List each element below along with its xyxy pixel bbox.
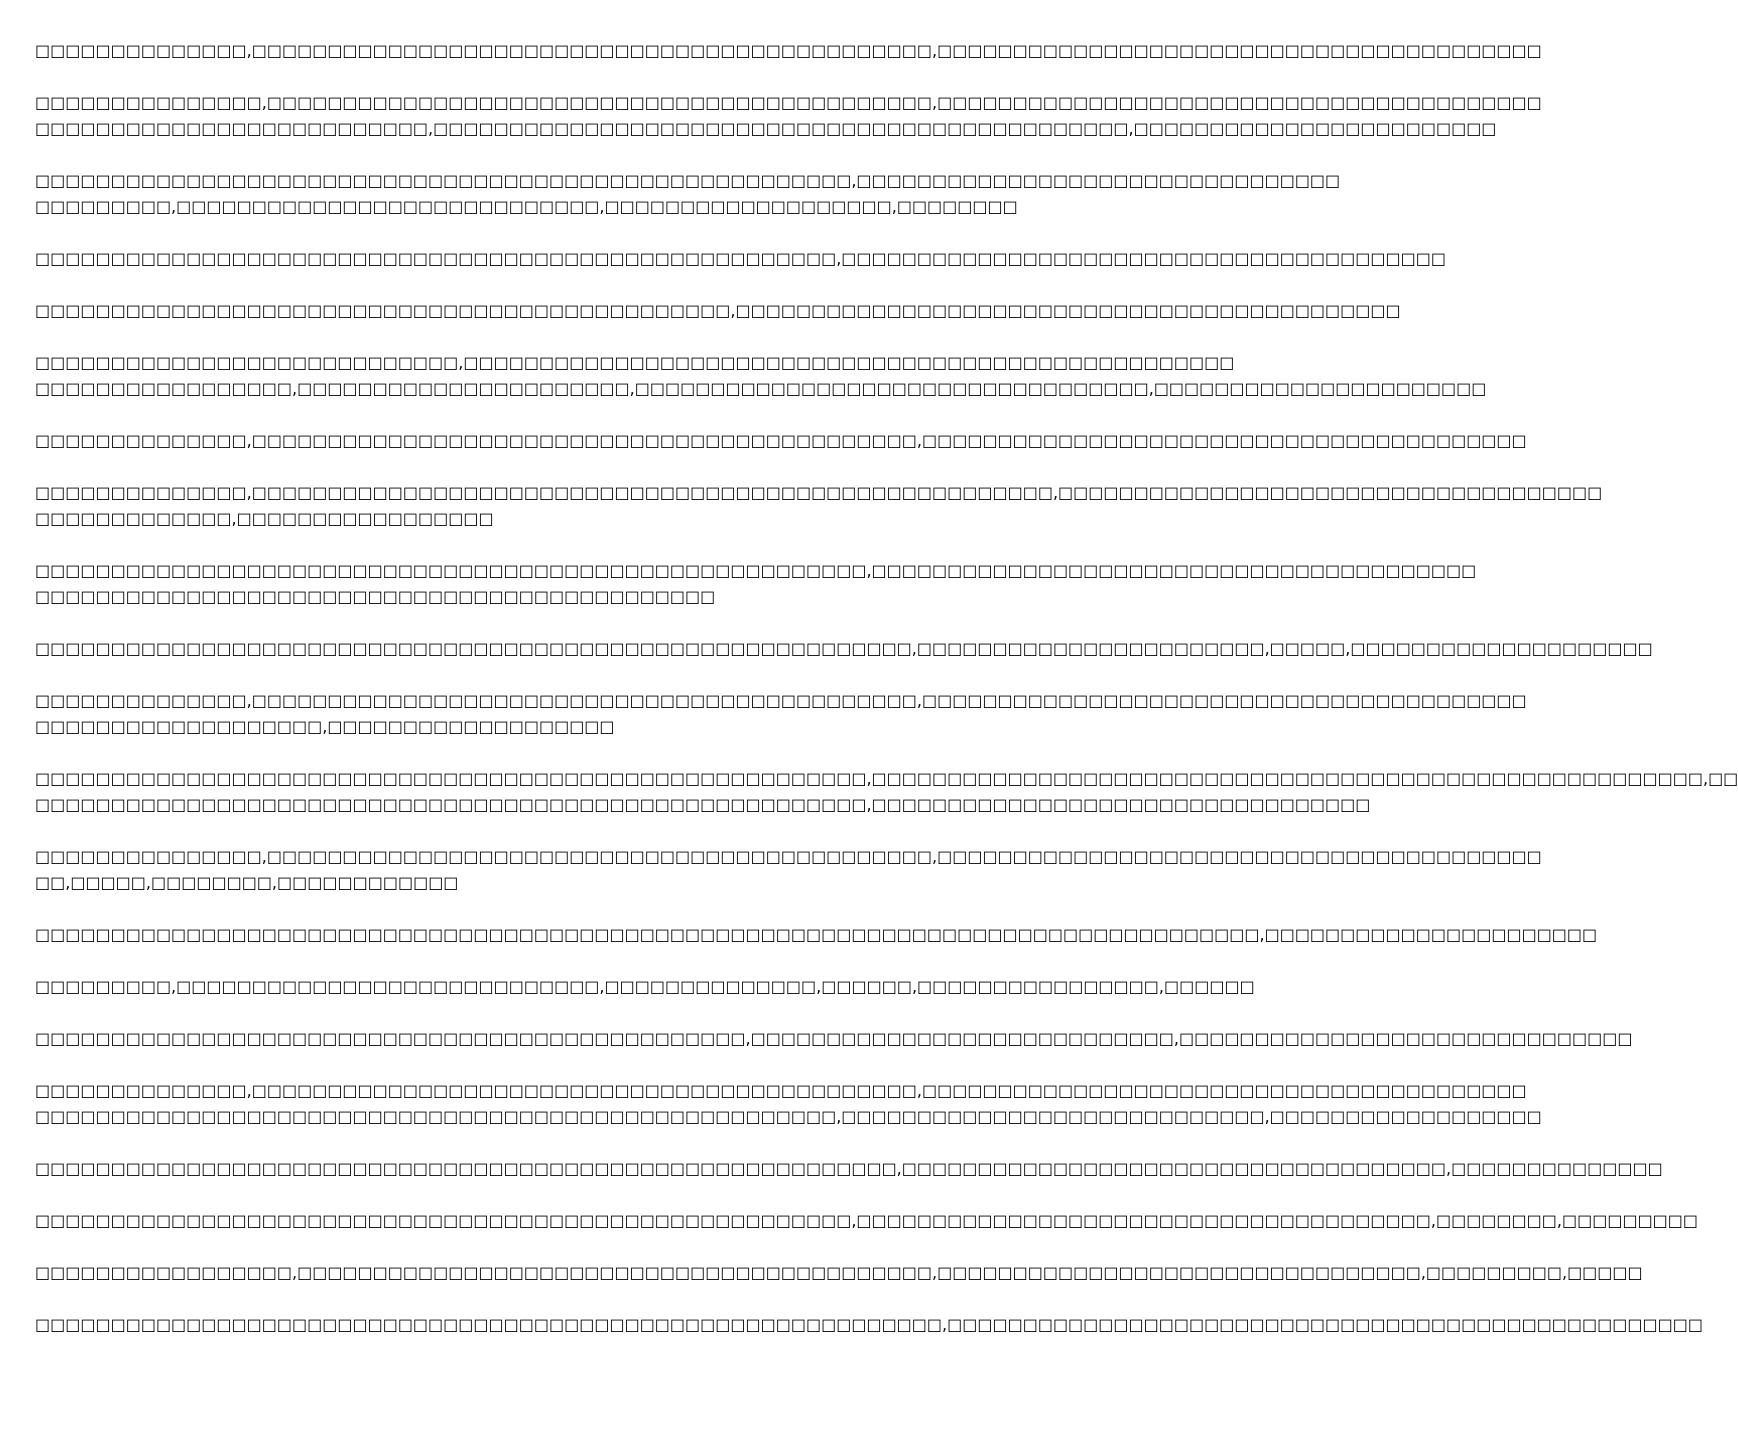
paragraph-6: □□□□□□□□□□□□□□□□□□□□□□□□□□□□,□□□□□□□□□□□□□□□□□□□□□□□□□□□□□□□□□□□□□□□□□□□□□□□□□□□ □□□□□□□□□□□□□□□□□,□□□□□□□□□□□□□□□□□□□□□□,□□□□□□□□□□□□□□□□□□□□□□□□□□□□□□□□□□,□□□□□□□□□□□□□□□□□□□□□□ (35, 353, 1487, 398)
paragraph-14: □□□□□□□□□□□□□□□□□□□□□□□□□□□□□□□□□□□□□□□□□□□□□□□□□□□□□□□□□□□□□□□□□□□□□□□□□□□□□□□□□,□□□□□□□□□□□□□□□□□□□□□□ (35, 925, 1598, 944)
paragraph-8: □□□□□□□□□□□□□□,□□□□□□□□□□□□□□□□□□□□□□□□□□□□□□□□□□□□□□□□□□□□□□□□□□□□□,□□□□□□□□□□□□□□□□□□□□□□□□□□□□□□□□□□□□ □□□□□□□□□□□□□,□□□□□□□□□□□□□□□□□ (35, 483, 1603, 528)
paragraph-18: □□□□□□□□□□□□□□□□□□□□□□□□□□□□□□□□□□□□□□□□□□□□□□□□□□□□□□□□□,□□□□□□□□□□□□□□□□□□□□□□□□□□□□□□□□□□□□,□□□□□□□□□□□□□□ (35, 1159, 1663, 1178)
paragraph-20: □□□□□□□□□□□□□□□□□,□□□□□□□□□□□□□□□□□□□□□□□□□□□□□□□□□□□□□□□□□□,□□□□□□□□□□□□□□□□□□□□□□□□□□□□□□□□,□□□□□□□□□,□□□□□ (35, 1263, 1643, 1282)
paragraph-15: □□□□□□□□□,□□□□□□□□□□□□□□□□□□□□□□□□□□□□,□□□□□□□□□□□□□□,□□□□□□,□□□□□□□□□□□□□□□□,□□□□□□ (35, 977, 1255, 996)
paragraph-9: □□□□□□□□□□□□□□□□□□□□□□□□□□□□□□□□□□□□□□□□□□□□□□□□□□□□□□□,□□□□□□□□□□□□□□□□□□□□□□□□□□□□□□□□□□□□□□□□ □□□□□□□□□□□□□□□□□□□□□□□□□□□□□□□□□□□□□□□□□□□□□ (35, 561, 1477, 606)
paragraph-21: □□□□□□□□□□□□□□□□□□□□□□□□□□□□□□□□□□□□□□□□□□□□□□□□□□□□□□□□□□□□,□□□□□□□□□□□□□□□□□□□□□□□□□□□□□□□□□□□□□□□□□□□□□□□□□□ (35, 1315, 1703, 1334)
paragraph-19: □□□□□□□□□□□□□□□□□□□□□□□□□□□□□□□□□□□□□□□□□□□□□□□□□□□□□□,□□□□□□□□□□□□□□□□□□□□□□□□□□□□□□□□□□□□□□,□□□□□□□□,□□□□□□□□□ (35, 1211, 1699, 1230)
paragraph-5: □□□□□□□□□□□□□□□□□□□□□□□□□□□□□□□□□□□□□□□□□□□□□□,□□□□□□□□□□□□□□□□□□□□□□□□□□□□□□□□□□□□□□□□□□□□ (35, 301, 1401, 320)
document-page (35, 38, 1738, 1338)
paragraph-17: □□□□□□□□□□□□□□,□□□□□□□□□□□□□□□□□□□□□□□□□□□□□□□□□□□□□□□□□□□□,□□□□□□□□□□□□□□□□□□□□□□□□□□□□□□□□□□□□□□□□ □□□□□□□□□□□□□□□□□□□□□□□□□□□□□□□□□□□□□□□□□□□□□□□□□□□□□,□□□□□□□□□□□□□□□□□□□□□□□□□□□□,□□□□□□□□□□□□□□□□□□ (35, 1081, 1542, 1126)
paragraph-16: □□□□□□□□□□□□□□□□□□□□□□□□□□□□□□□□□□□□□□□□□□□□□□□,□□□□□□□□□□□□□□□□□□□□□□□□□□□□,□□□□□□□□□□□□□□□□□□□□□□□□□□□□□□ (35, 1029, 1633, 1048)
paragraph-1: □□□□□□□□□□□□□□,□□□□□□□□□□□□□□□□□□□□□□□□□□□□□□□□□□□□□□□□□□□□□,□□□□□□□□□□□□□□□□□□□□□□□□□□□□□□□□□□□□□□□□ (35, 41, 1542, 60)
paragraph-10: □□□□□□□□□□□□□□□□□□□□□□□□□□□□□□□□□□□□□□□□□□□□□□□□□□□□□□□□□□,□□□□□□□□□□□□□□□□□□□□□□□,□□□□□,□□□□□□□□□□□□□□□□□□□□ (35, 639, 1653, 658)
paragraph-3: □□□□□□□□□□□□□□□□□□□□□□□□□□□□□□□□□□□□□□□□□□□□□□□□□□□□□□,□□□□□□□□□□□□□□□□□□□□□□□□□□□□□□□□ □□□□□□□□□,□□□□□□□□□□□□□□□□□□□□□□□□□□□□,□□□□□□□□□□□□□□□□□□□,□□□□□□□□ (35, 171, 1341, 216)
paragraph-11: □□□□□□□□□□□□□□,□□□□□□□□□□□□□□□□□□□□□□□□□□□□□□□□□□□□□□□□□□□□,□□□□□□□□□□□□□□□□□□□□□□□□□□□□□□□□□□□□□□□□ □□□□□□□□□□□□□□□□□□□,□□□□□□□□□□□□□□□□□□□ (35, 691, 1527, 736)
paragraph-4: □□□□□□□□□□□□□□□□□□□□□□□□□□□□□□□□□□□□□□□□□□□□□□□□□□□□□,□□□□□□□□□□□□□□□□□□□□□□□□□□□□□□□□□□□□□□□□ (35, 249, 1446, 268)
paragraph-2: □□□□□□□□□□□□□□□,□□□□□□□□□□□□□□□□□□□□□□□□□□□□□□□□□□□□□□□□□□□□,□□□□□□□□□□□□□□□□□□□□□□□□□□□□□□□□□□□□□□□□ □□□□□□□□□□□□□□□□□□□□□□□□□□,□□□□□□□□□□□□□□□□□□□□□□□□□□□□□□□□□□□□□□□□□□□□□□,□□□□□□□□□□□□□□□□□□□□□□□□ (35, 93, 1542, 138)
paragraph-7: □□□□□□□□□□□□□□,□□□□□□□□□□□□□□□□□□□□□□□□□□□□□□□□□□□□□□□□□□□□,□□□□□□□□□□□□□□□□□□□□□□□□□□□□□□□□□□□□□□□□ (35, 431, 1527, 450)
paragraph-12: □□□□□□□□□□□□□□□□□□□□□□□□□□□□□□□□□□□□□□□□□□□□□□□□□□□□□□□,□□□□□□□□□□□□□□□□□□□□□□□□□□□□□□□□□□□□□□□□□□□□□□□□□□□□□□□,□□ □□□□□□□□□□□□□□□□□□□□□□□□□□□□□□□□□□□□□□□□□□□□□□□□□□□□□□□,□□□□□□□□□□□□□□□□□□□□□□□□□□□□□□□□□ (35, 769, 1738, 814)
paragraph-13: □□□□□□□□□□□□□□□,□□□□□□□□□□□□□□□□□□□□□□□□□□□□□□□□□□□□□□□□□□□□,□□□□□□□□□□□□□□□□□□□□□□□□□□□□□□□□□□□□□□□□ □□,□□□□□,□□□□□□□□,□□□□□□□□□□□□ (35, 847, 1542, 892)
